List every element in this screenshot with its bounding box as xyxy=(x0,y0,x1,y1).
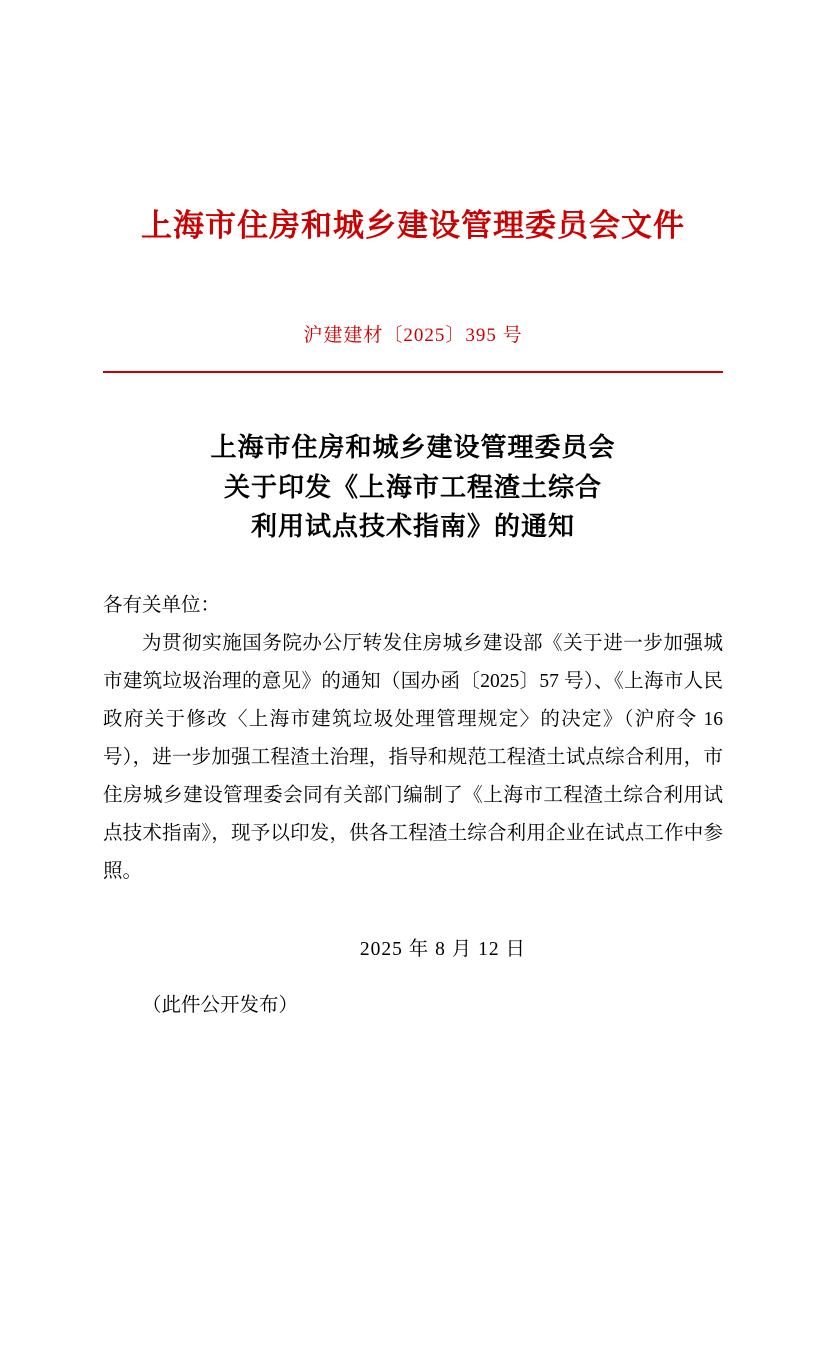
document-number: 沪建建材〔2025〕395 号 xyxy=(303,325,523,346)
publish-note: （此件公开发布） xyxy=(142,994,299,1016)
body-paragraph: 为贯彻实施国务院办公厅转发住房城乡建设部《关于进一步加强城市建筑垃圾治理的意见》的通知（国办函〔2025〕57 号）、《上海市人民政府关于修改〈上海市建筑垃圾处理管理规定〉的决定》（沪府令 16 号），进一步加强工程渣土治理，指导和规范工程渣土试点综合利用，市住房城乡建设管理委会同有关部门编制了《上海市工程渣土综合利用试点技术指南》，现予以印发，供各工程渣土综合利用企业在试点工作中参照。 xyxy=(103,632,723,882)
document-title xyxy=(0,428,826,547)
document-header-title: 上海市住房和城乡建设管理委员会文件 xyxy=(141,208,685,243)
document-body xyxy=(103,587,723,891)
issue-date: 2025 年 8 月 12 日 xyxy=(359,938,527,960)
document-title-line-2: 关于印发《上海市工程渣土综合 xyxy=(223,472,602,502)
salutation: 各有关单位： xyxy=(103,594,221,616)
document-page xyxy=(0,200,826,1369)
document-title-line-1: 上海市住房和城乡建设管理委员会 xyxy=(210,433,616,462)
red-divider-rule xyxy=(103,371,723,373)
document-title-line-3: 利用试点技术指南》的通知 xyxy=(250,512,575,542)
